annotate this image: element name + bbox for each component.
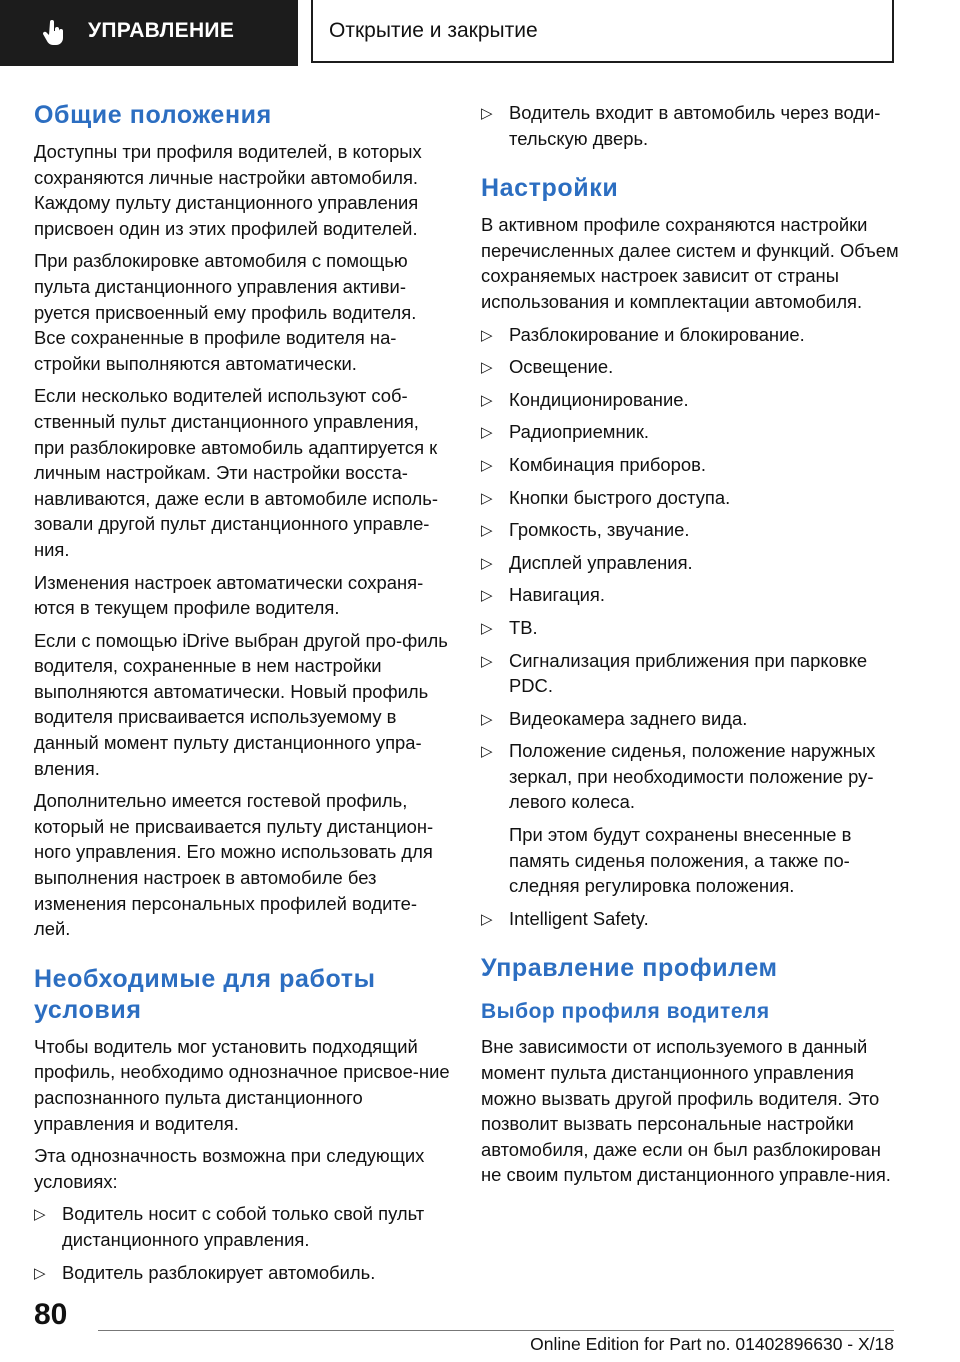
triangle-bullet-icon: ▷	[481, 710, 493, 728]
heading-profile-management: Управление профилем	[481, 954, 778, 983]
list-item: ▷ Навигация.	[481, 582, 901, 608]
settings-list-end	[481, 906, 901, 932]
section-label: УПРАВЛЕНИЕ	[88, 19, 235, 42]
list-item: ▷ Сигнализация приближения при парковке PDC.	[481, 649, 868, 697]
triangle-bullet-icon: ▷	[481, 910, 493, 928]
paragraph: Чтобы водитель мог установить подходящий профиль, необходимо однозначное присвое-ние распознанного пульта дистанционного управления и водителя.	[34, 1035, 450, 1134]
hand-pointer-icon	[42, 20, 66, 46]
list-item: ▷ Освещение.	[481, 354, 901, 380]
triangle-bullet-icon: ▷	[481, 489, 493, 507]
heading-settings: Настройки	[481, 174, 619, 203]
paragraph: В активном профиле сохраняются настройки перечисленных далее систем и функций. Объем сохраняемых настроек зависит от страны использования и комплектации автомобиля.	[481, 214, 899, 312]
list-item: ▷ Радиоприемник.	[481, 419, 901, 445]
triangle-bullet-icon: ▷	[481, 587, 493, 605]
list-item: ▷ Видеокамера заднего вида.	[481, 706, 901, 732]
list-item: ▷ Intelligent Safety.	[481, 906, 901, 932]
conditions-list	[34, 1201, 450, 1285]
seat-note: При этом будут сохранены внесенные в память сиденья положения, а также по-следняя регулировка положения.	[509, 824, 852, 897]
list-item: ▷ Водитель разблокирует автомобиль.	[34, 1260, 450, 1286]
triangle-bullet-icon: ▷	[481, 326, 493, 344]
section-tab	[0, 0, 298, 66]
page-header	[0, 0, 960, 66]
left-column	[34, 100, 450, 1292]
list-item: ▷ Кнопки быстрого доступа.	[481, 485, 901, 511]
paragraph: Дополнительно имеется гостевой профиль, который не присваивается пульту дистанцион-ного управления. Его можно использовать для выполнения настроек в автомобиле без изменения персональных профилей водите-лей.	[34, 790, 434, 940]
list-item: ▷ ТВ.	[481, 615, 901, 641]
paragraph: Если с помощью iDrive выбран другой про-филь водителя, сохраненные в нем настройки выполняются автоматически. Новый профиль водителя присваивается используемому в данный момент пульту дистанционного упра-вления.	[34, 629, 448, 779]
triangle-bullet-icon: ▷	[481, 554, 493, 572]
triangle-bullet-icon: ▷	[34, 1264, 46, 1282]
list-item: ▷ Кондиционирование.	[481, 387, 901, 413]
chapter-tab	[311, 0, 894, 63]
footer-edition: Online Edition for Part no. 01402896630 - X/18	[530, 1334, 894, 1354]
heading-conditions: Необходимые для работы условия	[34, 964, 376, 1024]
heading-select-profile: Выбор профиля водителя	[481, 1000, 770, 1024]
triangle-bullet-icon: ▷	[481, 391, 493, 409]
paragraph: Вне зависимости от используемого в данный момент пульта дистанционного управления можно вызвать другой профиль водителя. Это позволит вызвать персональные настройки автомобиля, даже если он был разблокирован не своим пультом дистанционного управле-ния.	[481, 1036, 891, 1186]
conditions-list-continued	[481, 100, 901, 151]
footer-divider	[98, 1330, 894, 1331]
list-item: ▷ Громкость, звучание.	[481, 517, 901, 543]
triangle-bullet-icon: ▷	[481, 424, 493, 442]
paragraph: Если несколько водителей используют соб-ственный пульт дистанционного управления, при разблокировке автомобиль адаптируется к личным настройкам. Эти настройки восста-навливаются, даже если в автомобиле исполь-зовали другой пульт дистанционного управле-ния.	[34, 385, 438, 560]
triangle-bullet-icon: ▷	[481, 743, 493, 761]
list-item: ▷ Разблокирование и блокирование.	[481, 322, 901, 348]
triangle-bullet-icon: ▷	[481, 619, 493, 637]
list-item: ▷ Водитель входит в автомобиль через води-тельскую дверь.	[481, 102, 881, 149]
heading-general: Общие положения	[34, 101, 272, 129]
triangle-bullet-icon: ▷	[481, 359, 493, 377]
paragraph: Изменения настроек автоматически сохраня-ются в текущем профиле водителя.	[34, 571, 424, 619]
settings-list	[481, 322, 901, 816]
triangle-bullet-icon: ▷	[481, 522, 493, 540]
list-item: ▷ Дисплей управления.	[481, 550, 901, 576]
list-item: ▷ Положение сиденья, положение наружных зеркал, при необходимости положение ру-левого колеса.	[481, 740, 876, 813]
triangle-bullet-icon: ▷	[481, 456, 493, 474]
triangle-bullet-icon: ▷	[481, 652, 493, 670]
page-number: 80	[34, 1298, 68, 1331]
list-item: ▷ Водитель носит с собой только свой пульт дистанционного управления.	[34, 1203, 425, 1250]
chapter-label: Открытие и закрытие	[329, 19, 538, 42]
right-column	[481, 100, 901, 1195]
triangle-bullet-icon: ▷	[481, 105, 493, 122]
list-item: ▷ Комбинация приборов.	[481, 452, 901, 478]
paragraph: При разблокировке автомобиля с помощью пульта дистанционного управления активи-руется присвоенный ему профиль водителя. Все сохраненные в профиле водителя на-стройки выполняются автоматически.	[34, 250, 417, 374]
paragraph: Доступны три профиля водителей, в которых сохраняются личные настройки автомобиля. Каждому пульту дистанционного управления присвоен один из этих профилей водителей.	[34, 141, 422, 239]
paragraph: Эта однозначность возможна при следующих условиях:	[34, 1145, 425, 1192]
triangle-bullet-icon: ▷	[34, 1206, 46, 1224]
